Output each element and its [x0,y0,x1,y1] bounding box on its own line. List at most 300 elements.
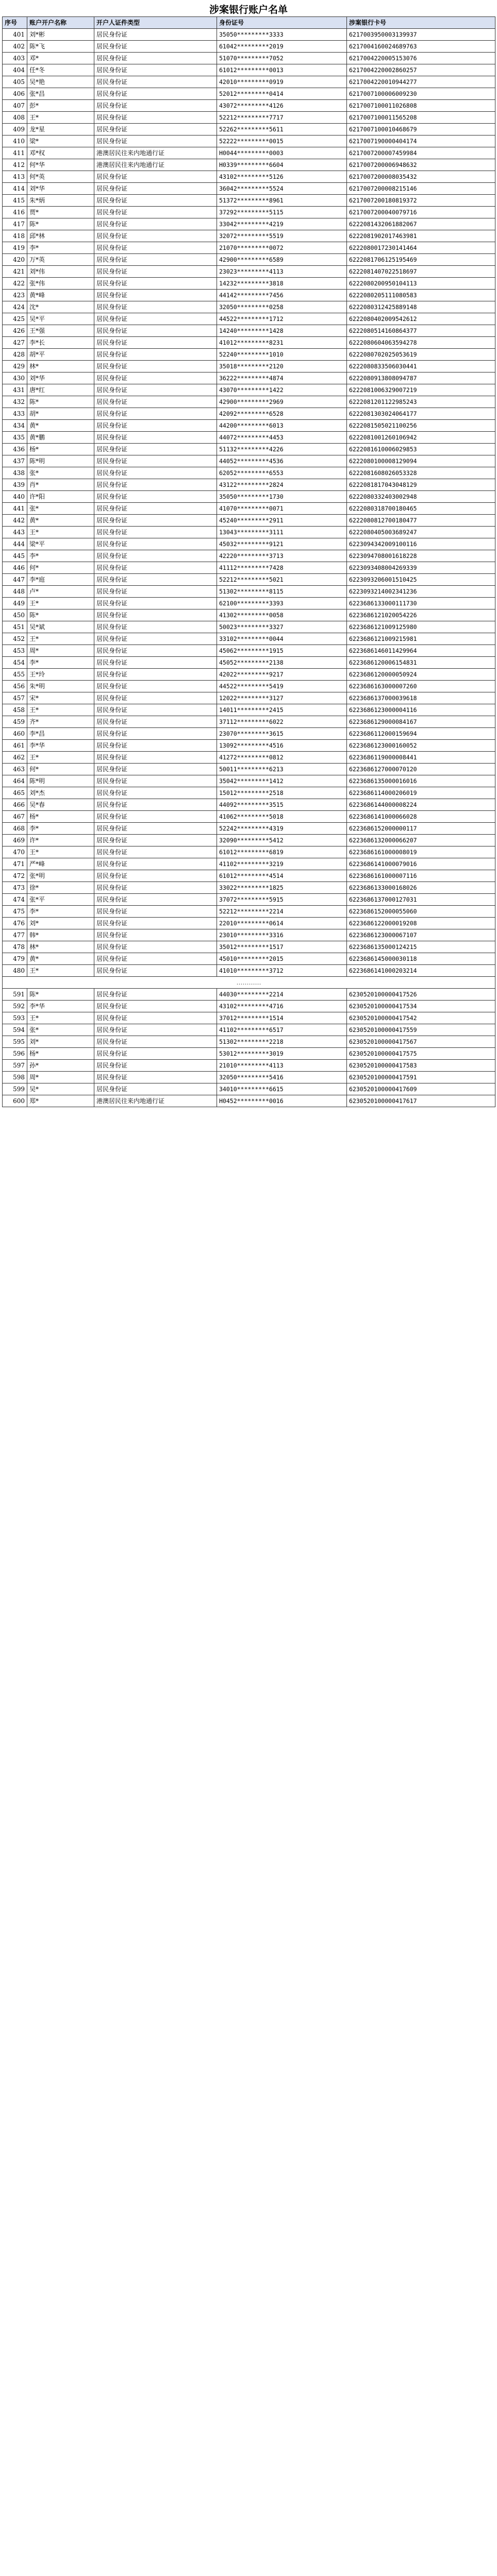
cell-card: 6230520100000417542 [347,1012,495,1024]
table-row [3,704,495,716]
cell-id-type: 居民身份证 [94,1083,217,1095]
cell-name: 齐* [27,716,94,728]
cell-id: 32050*********0258 [217,301,347,313]
cell-name: 陈*明 [27,455,94,467]
cell-id: 45032*********9121 [217,538,347,550]
cell-card: 6217007200180819372 [347,195,495,207]
cell-no: 422 [3,278,27,290]
table-row [3,681,495,692]
table-row [3,503,495,515]
cell-no: 448 [3,586,27,598]
table-row [3,918,495,929]
cell-id: 62100*********3393 [217,598,347,609]
cell-no: 404 [3,64,27,76]
table-row [3,325,495,337]
cell-id: 41070*********0071 [217,503,347,515]
cell-id-type: 居民身份证 [94,870,217,882]
table-row [3,538,495,550]
cell-id-type: 居民身份证 [94,740,217,752]
cell-id-type: 居民身份证 [94,112,217,124]
cell-no: 480 [3,965,27,977]
cell-card: 6222080913808094787 [347,372,495,384]
cell-id-type: 居民身份证 [94,906,217,918]
cell-name: 王* [27,965,94,977]
cell-id: 51302*********8115 [217,586,347,598]
cell-no: 410 [3,135,27,147]
table-row [3,1001,495,1012]
cell-id-type: 居民身份证 [94,562,217,574]
cell-id-type: 居民身份证 [94,989,217,1001]
table-row [3,621,495,633]
cell-name: 黄* [27,420,94,432]
cell-id-type: 居民身份证 [94,645,217,657]
cell-name: 李*昌 [27,728,94,740]
cell-no: 478 [3,941,27,953]
table-row [3,953,495,965]
cell-no: 445 [3,550,27,562]
cell-no: 467 [3,811,27,823]
cell-id-type: 居民身份证 [94,278,217,290]
cell-card: 6222081001260106942 [347,432,495,444]
cell-card: 6223686133000111730 [347,598,495,609]
table-row [3,598,495,609]
cell-id-type: 居民身份证 [94,787,217,799]
cell-id-type: 居民身份证 [94,882,217,894]
cell-id-type: 居民身份证 [94,918,217,929]
cell-name: 李* [27,823,94,835]
cell-id: 32072*********5519 [217,230,347,242]
cell-id-type: 居民身份证 [94,479,217,491]
cell-card: 6223686161000008019 [347,846,495,858]
cell-id-type: 居民身份证 [94,183,217,195]
cell-id: 51302*********2218 [217,1036,347,1048]
table-row [3,764,495,775]
cell-name: 黄* [27,953,94,965]
table-row [3,218,495,230]
cell-id: H0452*********0016 [217,1095,347,1107]
cell-id-type: 居民身份证 [94,301,217,313]
table-row [3,432,495,444]
table-row [3,965,495,977]
cell-name: 杨* [27,811,94,823]
table-row [3,337,495,349]
cell-no: 417 [3,218,27,230]
table-row [3,787,495,799]
cell-no: 599 [3,1083,27,1095]
cell-id-type: 居民身份证 [94,550,217,562]
cell-id: 43072*********4126 [217,100,347,112]
cell-id: 37112*********6022 [217,716,347,728]
cell-name: 王*玲 [27,669,94,681]
table-row [3,527,495,538]
cell-card: 6223686123000004116 [347,704,495,716]
cell-id-type: 居民身份证 [94,242,217,254]
cell-card: 6223686123000160052 [347,740,495,752]
table-row [3,1048,495,1060]
cell-name: 刘*华 [27,183,94,195]
table-row [3,100,495,112]
cell-name: 周* [27,1072,94,1083]
cell-name: 吴*春 [27,799,94,811]
cell-no: 412 [3,159,27,171]
cell-id: 61012*********6819 [217,846,347,858]
cell-no: 469 [3,835,27,846]
cell-card: 6217007100006009230 [347,88,495,100]
table-row [3,64,495,76]
cell-name: 邓*权 [27,147,94,159]
cell-id: 52212*********2214 [217,906,347,918]
cell-id: 62052*********6553 [217,467,347,479]
cell-card: 6223686121009215981 [347,633,495,645]
cell-card: 6222081706125195469 [347,254,495,266]
cell-card: 6217007200008215146 [347,183,495,195]
cell-no: 450 [3,609,27,621]
cell-no: 597 [3,1060,27,1072]
cell-id-type: 居民身份证 [94,894,217,906]
cell-no: 441 [3,503,27,515]
document-title: 涉案银行账户名单 [209,4,288,15]
cell-id: 43102*********5126 [217,171,347,183]
cell-name: 孙* [27,1060,94,1072]
table-row [3,135,495,147]
cell-card: 6223686114000206019 [347,787,495,799]
cell-name: 卢* [27,586,94,598]
cell-name: 徐* [27,882,94,894]
cell-no: 429 [3,361,27,372]
cell-no: 596 [3,1048,27,1060]
cell-id: 45010*********2015 [217,953,347,965]
cell-id: 51372*********8961 [217,195,347,207]
cell-id: 37072*********5915 [217,894,347,906]
cell-card: 6230520100000417617 [347,1095,495,1107]
cell-card: 6223686127000070120 [347,764,495,775]
cell-name: 张*平 [27,894,94,906]
cell-id: 41102*********6517 [217,1024,347,1036]
cell-card: 6222081610006029853 [347,444,495,455]
cell-card: 6230520100000417591 [347,1072,495,1083]
table-row [3,290,495,301]
cell-id: 44052*********4536 [217,455,347,467]
cell-id-type: 居民身份证 [94,361,217,372]
cell-id: 42900*********2969 [217,396,347,408]
cell-card: 6223686122000019208 [347,918,495,929]
cell-no: 598 [3,1072,27,1083]
cell-id-type: 港澳居民往来内地通行证 [94,159,217,171]
table-row [3,894,495,906]
cell-card: 6222081006329007219 [347,384,495,396]
cell-id: 61012*********0013 [217,64,347,76]
cell-no: 447 [3,574,27,586]
cell-name: 何*英 [27,171,94,183]
cell-id: 42220*********3713 [217,550,347,562]
cell-card: 6222081505021100256 [347,420,495,432]
cell-id: 35012*********1517 [217,941,347,953]
cell-id: 52222*********0015 [217,135,347,147]
col-header-card: 涉案银行卡号 [347,17,495,29]
cell-no: 401 [3,29,27,41]
cell-id: 41012*********8231 [217,337,347,349]
cell-name: 林* [27,361,94,372]
table-row [3,858,495,870]
cell-card: 6217007100011026808 [347,100,495,112]
cell-name: 李*长 [27,337,94,349]
cell-name: 黄*鹏 [27,432,94,444]
cell-id: 35050*********3333 [217,29,347,41]
table-row [3,76,495,88]
cell-no: 443 [3,527,27,538]
cell-no: 479 [3,953,27,965]
cell-id-type: 居民身份证 [94,432,217,444]
cell-id-type: 居民身份证 [94,124,217,135]
cell-no: 439 [3,479,27,491]
cell-id: 52242*********4319 [217,823,347,835]
cell-id: 45240*********2911 [217,515,347,527]
cell-no: 475 [3,906,27,918]
table-row [3,775,495,787]
cell-id-type: 居民身份证 [94,752,217,764]
cell-no: 438 [3,467,27,479]
cell-card: 6223686163000007260 [347,681,495,692]
cell-no: 592 [3,1001,27,1012]
cell-no: 407 [3,100,27,112]
cell-name: 许* [27,835,94,846]
cell-name: 朱*炳 [27,195,94,207]
cell-card: 6223686129000084167 [347,716,495,728]
cell-id: 35018*********2120 [217,361,347,372]
cell-no: 457 [3,692,27,704]
cell-id-type: 居民身份证 [94,88,217,100]
cell-id: 52212*********5021 [217,574,347,586]
table-row [3,372,495,384]
table-row [3,420,495,432]
table-row [3,799,495,811]
cell-id-type: 居民身份证 [94,1012,217,1024]
cell-id-type: 居民身份证 [94,1060,217,1072]
cell-name: 陈*飞 [27,41,94,53]
cell-card: 6217003950003139937 [347,29,495,41]
cell-id: 42010*********0919 [217,76,347,88]
table-row [3,124,495,135]
cell-id: 23010*********3316 [217,929,347,941]
table-row [3,669,495,681]
cell-card: 6222081902017463981 [347,230,495,242]
cell-card: 6230520100000417526 [347,989,495,1001]
cell-no: 440 [3,491,27,503]
cell-no: 452 [3,633,27,645]
cell-card: 6223686119000008441 [347,752,495,764]
table-row [3,574,495,586]
table-row [3,1072,495,1083]
cell-id-type: 居民身份证 [94,692,217,704]
cell-card: 6217007100011565208 [347,112,495,124]
cell-id-type: 居民身份证 [94,313,217,325]
cell-card: 6223093206001510425 [347,574,495,586]
table-row [3,112,495,124]
cell-no: 421 [3,266,27,278]
cell-no: 476 [3,918,27,929]
cell-name: 宋* [27,692,94,704]
cell-id-type: 居民身份证 [94,574,217,586]
cell-card: 6223686135000124215 [347,941,495,953]
cell-name: 黄* [27,515,94,527]
cell-no: 466 [3,799,27,811]
cell-id-type: 居民身份证 [94,266,217,278]
cell-card: 6222080100008129094 [347,455,495,467]
cell-card: 6222080312425889148 [347,301,495,313]
cell-card: 6230520100000417559 [347,1024,495,1036]
table-row [3,349,495,361]
cell-name: 沈* [27,301,94,313]
cell-id: 52012*********0414 [217,88,347,100]
cell-no: 458 [3,704,27,716]
table-row [3,88,495,100]
cell-id: 13043*********3111 [217,527,347,538]
cell-name: 梁* [27,135,94,147]
cell-name: 张* [27,1024,94,1036]
cell-card: 6222081608026053328 [347,467,495,479]
cell-id: 42022*********9217 [217,669,347,681]
table-row [3,242,495,254]
cell-id: 32050*********5416 [217,1072,347,1083]
cell-id-type: 居民身份证 [94,538,217,550]
cell-card: 6222080200950104113 [347,278,495,290]
cell-id: 36222*********4874 [217,372,347,384]
table-row [3,692,495,704]
cell-id: 21010*********4113 [217,1060,347,1072]
table-row [3,906,495,918]
cell-id: 50011*********6213 [217,764,347,775]
cell-id-type: 居民身份证 [94,764,217,775]
cell-card: 6230520100000417575 [347,1048,495,1060]
cell-id: 35050*********1730 [217,491,347,503]
cell-id: 22010*********0614 [217,918,347,929]
cell-id-type: 居民身份证 [94,799,217,811]
cell-card: 6223686137000127031 [347,894,495,906]
cell-name: 刘*伟 [27,266,94,278]
table-row [3,1083,495,1095]
cell-id-type: 居民身份证 [94,728,217,740]
cell-id-type: 居民身份证 [94,1072,217,1083]
cell-id-type: 居民身份证 [94,965,217,977]
cell-name: 朱*明 [27,681,94,692]
cell-card: 6223093214002341236 [347,586,495,598]
cell-id: 45052*********2138 [217,657,347,669]
table-row [3,835,495,846]
cell-id-type: 居民身份证 [94,811,217,823]
table-row [3,870,495,882]
cell-id-type: 居民身份证 [94,1001,217,1012]
cell-id-type: 居民身份证 [94,669,217,681]
cell-card: 6222081817043048129 [347,479,495,491]
cell-id-type: 居民身份证 [94,420,217,432]
cell-name: 陈*明 [27,775,94,787]
cell-no: 403 [3,53,27,64]
cell-id-type: 居民身份证 [94,704,217,716]
cell-card: 6222081201122985243 [347,396,495,408]
cell-card: 6223686132000066207 [347,835,495,846]
cell-name: 王* [27,527,94,538]
cell-id: 44142*********7456 [217,290,347,301]
cell-name: 韩* [27,929,94,941]
cell-id-type: 居民身份证 [94,195,217,207]
cell-id: 43102*********4716 [217,1001,347,1012]
cell-id-type: 居民身份证 [94,467,217,479]
table-body [3,29,495,1107]
cell-no: 428 [3,349,27,361]
cell-name: 胡*平 [27,349,94,361]
cell-no: 436 [3,444,27,455]
cell-card: 6223686141000066028 [347,811,495,823]
cell-name: 许*阳 [27,491,94,503]
cell-no: 463 [3,764,27,775]
table-row [3,1060,495,1072]
cell-id-type: 居民身份证 [94,609,217,621]
cell-name: 郑* [27,1095,94,1107]
cell-id-type: 居民身份证 [94,503,217,515]
cell-id-type: 居民身份证 [94,858,217,870]
cell-id: 37292*********5115 [217,207,347,218]
table-row [3,313,495,325]
cell-id-type: 居民身份证 [94,325,217,337]
cell-name: 龙*星 [27,124,94,135]
cell-no: 418 [3,230,27,242]
cell-name: 邓* [27,53,94,64]
cell-name: 严*峰 [27,858,94,870]
cell-no: 416 [3,207,27,218]
cell-card: 6230520100000417583 [347,1060,495,1072]
cell-id: 14232*********3818 [217,278,347,290]
table-row [3,1095,495,1107]
cell-no: 413 [3,171,27,183]
cell-id: 15012*********2518 [217,787,347,799]
cell-name: 刘*华 [27,372,94,384]
cell-no: 591 [3,989,27,1001]
cell-id-type: 居民身份证 [94,384,217,396]
cell-id-type: 居民身份证 [94,349,217,361]
cell-id-type: 居民身份证 [94,716,217,728]
cell-name: 李* [27,242,94,254]
cell-name: 刘* [27,918,94,929]
cell-name: 张* [27,467,94,479]
cell-id: 61042*********2019 [217,41,347,53]
cell-name: 王* [27,633,94,645]
cell-card: 6222080514160864377 [347,325,495,337]
cell-id: 53012*********3019 [217,1048,347,1060]
cell-name: 吴*斌 [27,621,94,633]
cell-id: 41272*********0812 [217,752,347,764]
table-row [3,811,495,823]
table-row [3,941,495,953]
cell-no: 434 [3,420,27,432]
cell-no: 415 [3,195,27,207]
cell-card: 6222080833506030441 [347,361,495,372]
cell-card: 6217007190000404174 [347,135,495,147]
cell-id: 37012*********1514 [217,1012,347,1024]
cell-name: 王*强 [27,325,94,337]
cell-id: 44522*********5419 [217,681,347,692]
cell-no: 414 [3,183,27,195]
cell-no: 461 [3,740,27,752]
cell-no: 472 [3,870,27,882]
table-row [3,183,495,195]
cell-id: 33022*********1825 [217,882,347,894]
table-row [3,645,495,657]
cell-card: 6223094708001618228 [347,550,495,562]
table-row [3,29,495,41]
cell-name: 王* [27,1012,94,1024]
cell-no: 455 [3,669,27,681]
cell-name: 林* [27,941,94,953]
